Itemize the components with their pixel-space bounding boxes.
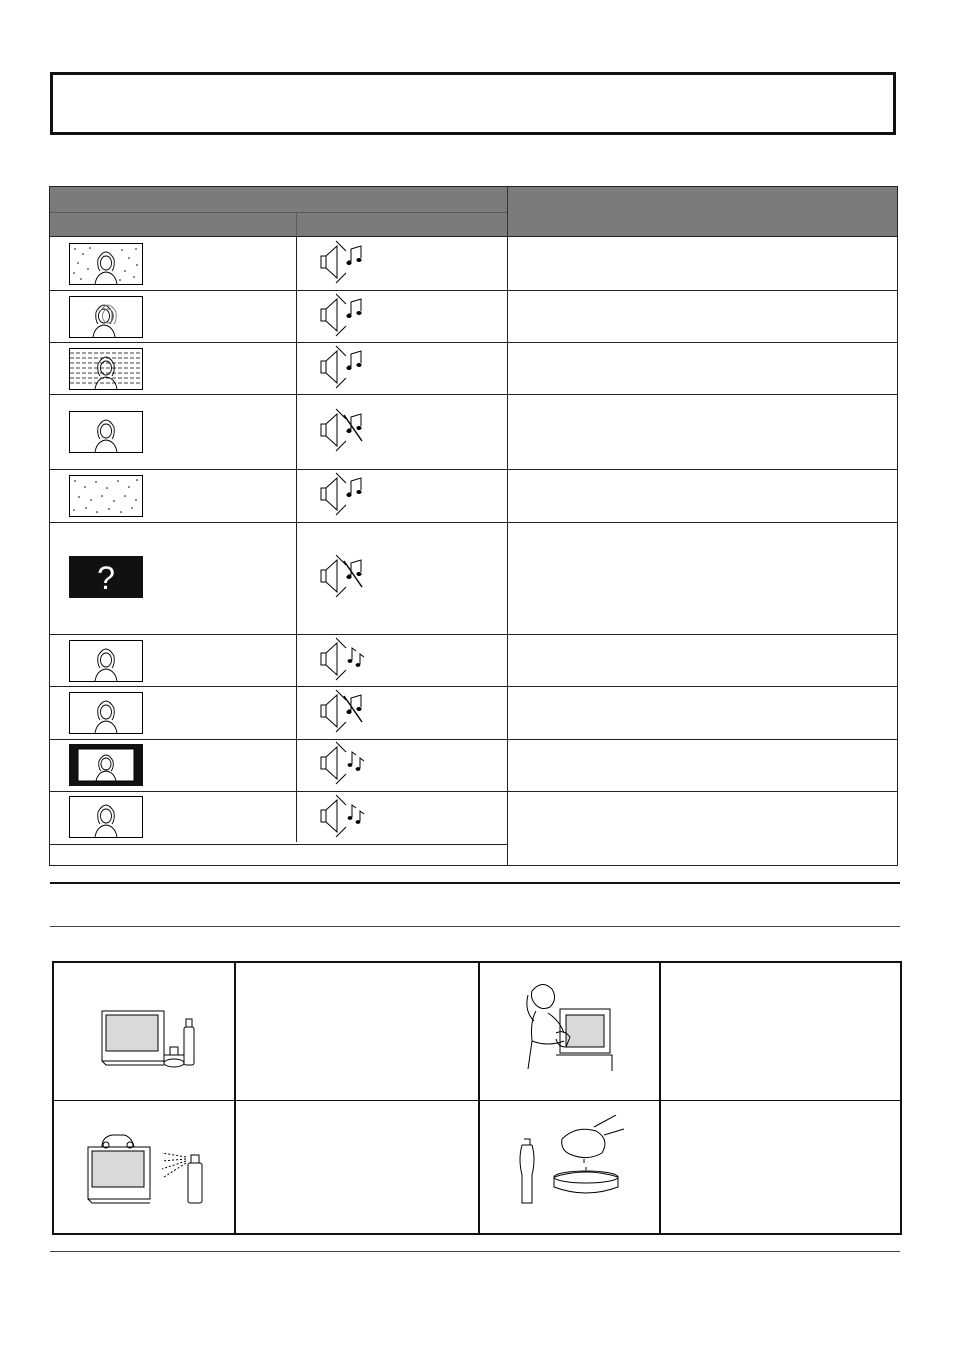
remedy-text <box>520 395 890 401</box>
page-bottom-rule <box>50 1251 900 1252</box>
normal-sound-icon <box>316 344 366 390</box>
framed-picture-icon <box>69 744 143 786</box>
normal-sound-icon <box>316 471 366 517</box>
no-sound-icon <box>316 407 366 453</box>
no-picture-icon <box>69 475 143 517</box>
section-rule-bottom <box>50 926 900 927</box>
remedy-text <box>520 237 890 243</box>
remedy-text <box>520 635 890 641</box>
care-instructions-grid <box>52 961 902 1235</box>
weak-sound-icon <box>316 793 366 839</box>
header-sound <box>297 212 507 236</box>
page-title-box <box>50 72 896 135</box>
normal-picture-icon <box>69 411 143 453</box>
no-sound-icon <box>316 553 366 599</box>
no-sound-icon <box>316 688 366 734</box>
header-symptoms <box>50 187 507 212</box>
wringing-cloth-over-basin-icon <box>514 1115 632 1209</box>
remedy-text <box>520 523 890 529</box>
remedy-text <box>520 687 890 693</box>
troubleshooting-table <box>49 186 898 866</box>
column-divider <box>296 236 297 842</box>
unknown-picture-icon <box>69 556 143 598</box>
remedy-text <box>520 470 890 476</box>
weak-sound-icon <box>316 636 366 682</box>
column-divider <box>507 236 508 865</box>
remedy-text <box>520 343 890 349</box>
normal-picture-icon <box>69 692 143 734</box>
section-rule-top <box>50 882 900 884</box>
page-title <box>53 75 893 111</box>
weak-sound-icon <box>316 740 366 786</box>
normal-picture-icon <box>69 796 143 838</box>
snowy-picture-icon <box>69 243 143 285</box>
ghost-picture-icon <box>69 296 143 338</box>
header-remedy <box>508 187 897 236</box>
normal-sound-icon <box>316 239 366 285</box>
remedy-text <box>520 792 890 798</box>
table-footnote <box>56 845 496 848</box>
normal-picture-icon <box>69 640 143 682</box>
header-picture <box>50 212 296 236</box>
remedy-text <box>520 740 890 746</box>
normal-sound-icon <box>316 292 366 338</box>
tv-with-spray-can-icon <box>84 1125 210 1207</box>
tv-with-cleaner-bottles-icon <box>98 1005 202 1071</box>
svg-text:?: ? <box>97 560 115 596</box>
woman-wiping-screen-icon <box>520 981 620 1071</box>
remedy-text <box>520 291 890 297</box>
interference-picture-icon <box>69 348 143 390</box>
